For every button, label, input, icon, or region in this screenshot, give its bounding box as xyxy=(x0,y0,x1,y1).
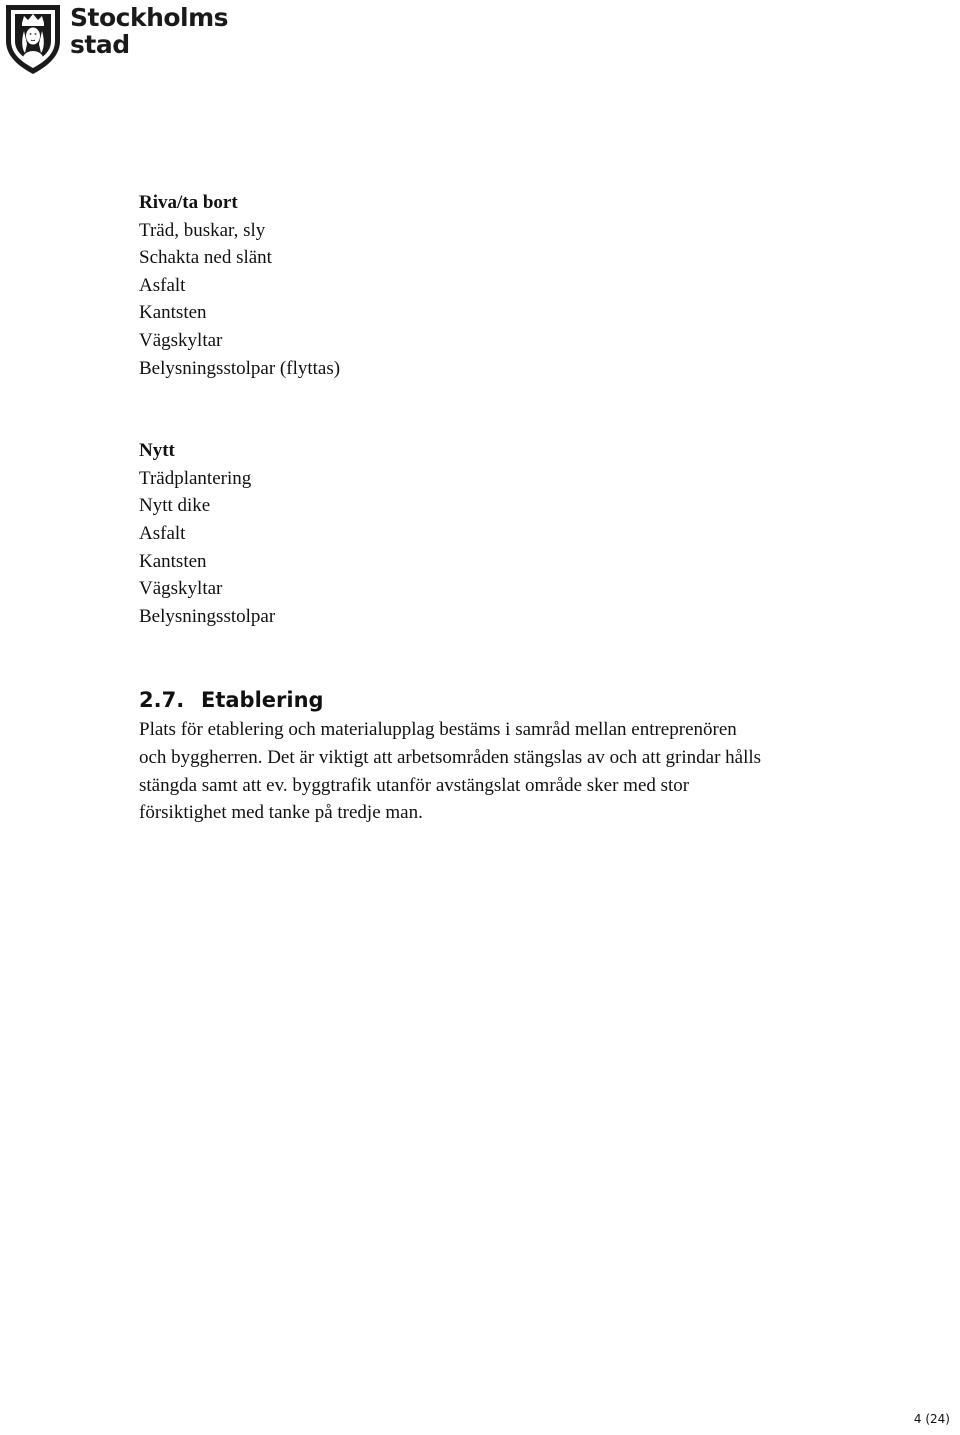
remove-heading: Riva/ta bort xyxy=(139,192,238,213)
list-item: Kantsten xyxy=(139,302,207,324)
paragraph-line: stängda samt att ev. byggtrafik utanför avstängslat område sker med stor xyxy=(139,774,690,796)
paragraph-line: försiktighet med tanke på tredje man. xyxy=(139,802,423,824)
list-item: Kantsten xyxy=(139,550,207,572)
section-heading xyxy=(139,685,899,715)
list-item: Belysningsstolpar (flyttas) xyxy=(139,357,341,379)
section-title: Etablering xyxy=(201,688,324,713)
paragraph-line: och byggherren. Det är viktigt att arbetsområden stängslas av och att grindar hålls xyxy=(139,746,762,768)
page-number: 4 (24) xyxy=(913,1412,950,1426)
logo-wordmark xyxy=(70,4,228,58)
new-heading: Nytt xyxy=(139,440,175,462)
list-item: Träd, buskar, sly xyxy=(139,219,266,241)
list-item: Belysningsstolpar xyxy=(139,605,276,627)
list-item: Asfalt xyxy=(139,274,186,296)
logo-line-2: stad xyxy=(70,30,130,59)
logo-line-1: Stockholms xyxy=(70,3,229,32)
list-item: Trädplantering xyxy=(139,467,252,489)
list-item: Asfalt xyxy=(139,522,186,544)
new-list xyxy=(139,437,899,630)
list-item: Vägskyltar xyxy=(139,578,223,600)
document-body xyxy=(139,189,899,827)
section-paragraph xyxy=(139,716,899,826)
section-number: 2.7. xyxy=(139,688,185,713)
list-item: Schakta ned slänt xyxy=(139,247,272,269)
list-item: Vägskyltar xyxy=(139,329,223,351)
list-item: Nytt dike xyxy=(139,495,211,517)
paragraph-line: Plats för etablering och materialupplag bestäms i samråd mellan entreprenören xyxy=(139,719,737,741)
stockholm-logo xyxy=(0,0,230,80)
remove-list xyxy=(139,189,899,382)
stockholm-crest-icon xyxy=(2,1,64,75)
